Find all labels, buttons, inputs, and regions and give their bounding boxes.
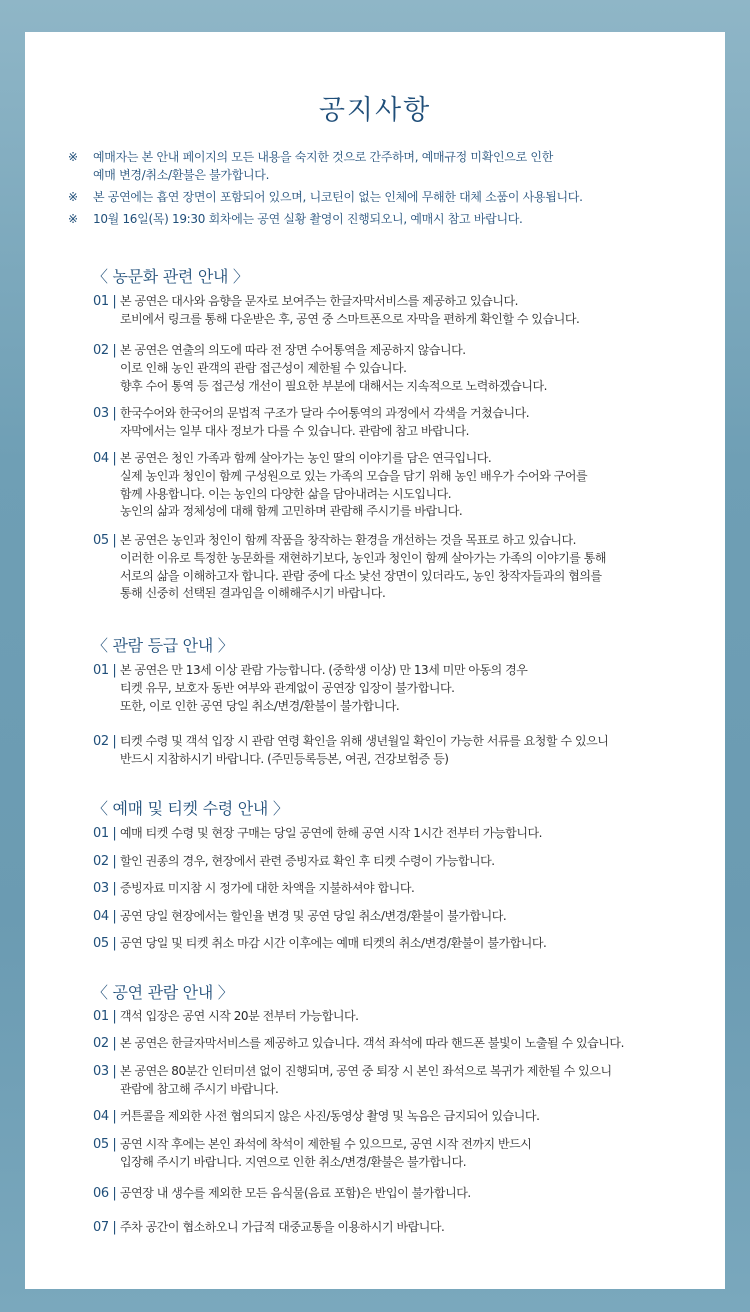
item-number: 02 |	[93, 734, 117, 749]
notice-item	[68, 188, 668, 206]
list-item	[93, 880, 693, 898]
item-number: 06 |	[93, 1186, 117, 1201]
notice-text: 본 공연에는 흡연 장면이 포함되어 있으며, 니코틴이 없는 인체에 무해한 대체 소품이 사용됩니다.	[93, 190, 583, 204]
item-number: 02 |	[93, 343, 117, 358]
list-item	[93, 532, 693, 603]
item-number: 04 |	[93, 1109, 117, 1124]
notice-text: 예매자는 본 안내 페이지의 모든 내용을 숙지한 것으로 간주하며, 예매규정 미확인으로 인한 예매 변경/취소/환불은 불가합니다.	[93, 150, 553, 182]
item-text: 본 공연은 농인과 청인이 함께 작품을 창작하는 환경을 개선하는 것을 목표로 하고 있습니다. 이러한 이유로 특정한 농문화를 재현하기보다, 농인과 청인이 함께 살아가는 가족의 이야기를 통해 서로의 삶을 이해하고자 합니다. 관람 중에 다소 낯선 장면이 있더라도, 농인 창작자들과의 협의를 통해 신중히 선택된 결과임을 이해해주시기 바랍니다.	[120, 533, 607, 601]
notice-text: 10월 16일(목) 19:30 회차에는 공연 실황 촬영이 진행되오니, 예매시 참고 바랍니다.	[93, 212, 523, 226]
list-item	[93, 1108, 693, 1126]
item-number: 01 |	[93, 294, 117, 309]
item-number: 04 |	[93, 909, 117, 924]
page-title: 공지사항	[318, 95, 432, 126]
list-item	[93, 733, 693, 769]
list-item	[93, 935, 693, 953]
item-text: 본 공연은 80분간 인터미션 없이 진행되며, 공연 중 퇴장 시 본인 좌석으로 복귀가 제한될 수 있으니 관람에 참고해 주시기 바랍니다.	[120, 1064, 612, 1096]
item-text: 공연 시작 후에는 본인 좌석에 착석이 제한될 수 있으므로, 공연 시작 전까지 반드시 입장해 주시기 바랍니다. 지연으로 인한 취소/변경/환불은 불가합니다.	[120, 1137, 532, 1169]
item-text: 티켓 수령 및 객석 입장 시 관람 연령 확인을 위해 생년월일 확인이 가능한 서류를 요청할 수 있으니 반드시 지참하시기 바랍니다. (주민등록등본, 여권, 건강보험증 등)	[120, 734, 609, 766]
list-item	[93, 1035, 693, 1053]
item-number: 05 |	[93, 936, 117, 951]
item-text: 예매 티켓 수령 및 현장 구매는 당일 공연에 한해 공연 시작 1시간 전부터 가능합니다.	[120, 826, 542, 840]
list-item	[93, 1219, 693, 1237]
reference-mark-icon: ※	[68, 190, 78, 204]
item-text: 공연 당일 및 티켓 취소 마감 시간 이후에는 예매 티켓의 취소/변경/환불이 불가합니다.	[120, 936, 547, 950]
notice-item	[68, 210, 668, 228]
reference-mark-icon: ※	[68, 212, 78, 226]
item-text: 주차 공간이 협소하오니 가급적 대중교통을 이용하시기 바랍니다.	[120, 1220, 445, 1234]
item-text: 객석 입장은 공연 시작 20분 전부터 가능합니다.	[120, 1009, 359, 1023]
list-item	[93, 1185, 693, 1203]
section-title-viewing: 〈 공연 관람 안내 〉	[92, 983, 234, 1002]
item-number: 03 |	[93, 881, 117, 896]
item-number: 01 |	[93, 663, 117, 678]
list-item	[93, 1063, 693, 1099]
item-text: 공연장 내 생수를 제외한 모든 음식물(음료 포함)은 반입이 불가합니다.	[120, 1186, 471, 1200]
list-item	[93, 908, 693, 926]
item-text: 본 공연은 만 13세 이상 관람 가능합니다. (중학생 이상) 만 13세 미만 아동의 경우 티켓 유무, 보호자 동반 여부와 관계없이 공연장 입장이 불가합니다. 또한, 이로 인한 공연 당일 취소/변경/환불이 불가합니다.	[120, 663, 528, 713]
item-number: 04 |	[93, 451, 117, 466]
item-number: 07 |	[93, 1220, 117, 1235]
item-number: 05 |	[93, 533, 117, 548]
section-title-ticketing: 〈 예매 및 티켓 수령 안내 〉	[92, 799, 289, 818]
item-text: 본 공연은 청인 가족과 함께 살아가는 농인 딸의 이야기를 담은 연극입니다. 실제 농인과 청인이 함께 구성원으로 있는 가족의 모습을 담기 위해 농인 배우가 수어와 구어를 함께 사용합니다. 이는 농인의 다양한 삶을 담아내려는 시도입니다. 농인의 삶과 정체성에 대해 함께 고민하며 관람해 주시기를 바랍니다.	[120, 451, 588, 519]
item-text: 공연 당일 현장에서는 할인율 변경 및 공연 당일 취소/변경/환불이 불가합니다.	[120, 909, 507, 923]
section-title-age-rating: 〈 관람 등급 안내 〉	[92, 636, 234, 655]
item-text: 한국수어와 한국어의 문법적 구조가 달라 수어통역의 과정에서 각색을 거쳤습니다. 자막에서는 일부 대사 정보가 다를 수 있습니다. 관람에 참고 바랍니다.	[120, 406, 530, 438]
item-text: 본 공연은 대사와 음향을 문자로 보여주는 한글자막서비스를 제공하고 있습니다. 로비에서 링크를 통해 다운받은 후, 공연 중 스마트폰으로 자막을 편하게 확인할 수 있습니다.	[120, 294, 580, 326]
item-number: 05 |	[93, 1137, 117, 1152]
item-text: 본 공연은 한글자막서비스를 제공하고 있습니다. 객석 좌석에 따라 핸드폰 불빛이 노출될 수 있습니다.	[120, 1036, 624, 1050]
list-item	[93, 405, 693, 441]
item-number: 01 |	[93, 826, 117, 841]
item-number: 03 |	[93, 406, 117, 421]
notice-list	[68, 148, 668, 232]
item-number: 01 |	[93, 1009, 117, 1024]
list-item	[93, 293, 693, 329]
list-item	[93, 1136, 693, 1172]
item-number: 03 |	[93, 1064, 117, 1079]
reference-mark-icon: ※	[68, 150, 78, 164]
list-item	[93, 825, 693, 843]
item-text: 할인 권종의 경우, 현장에서 관련 증빙자료 확인 후 티켓 수령이 가능합니다.	[120, 854, 495, 868]
item-number: 02 |	[93, 854, 117, 869]
item-text: 커튼콜을 제외한 사전 협의되지 않은 사진/동영상 촬영 및 녹음은 금지되어 있습니다.	[120, 1109, 540, 1123]
list-item	[93, 662, 693, 715]
list-item	[93, 853, 693, 871]
notice-item	[68, 148, 668, 184]
list-item	[93, 342, 693, 395]
section-title-deaf-culture: 〈 농문화 관련 안내 〉	[92, 267, 249, 286]
item-number: 02 |	[93, 1036, 117, 1051]
item-text: 본 공연은 연출의 의도에 따라 전 장면 수어통역을 제공하지 않습니다. 이로 인해 농인 관객의 관람 접근성이 제한될 수 있습니다. 향후 수어 통역 등 접근성 개선이 필요한 부분에 대해서는 지속적으로 노력하겠습니다.	[120, 343, 547, 393]
list-item	[93, 1008, 693, 1026]
list-item	[93, 450, 693, 521]
item-text: 증빙자료 미지참 시 정가에 대한 차액을 지불하셔야 합니다.	[120, 881, 415, 895]
